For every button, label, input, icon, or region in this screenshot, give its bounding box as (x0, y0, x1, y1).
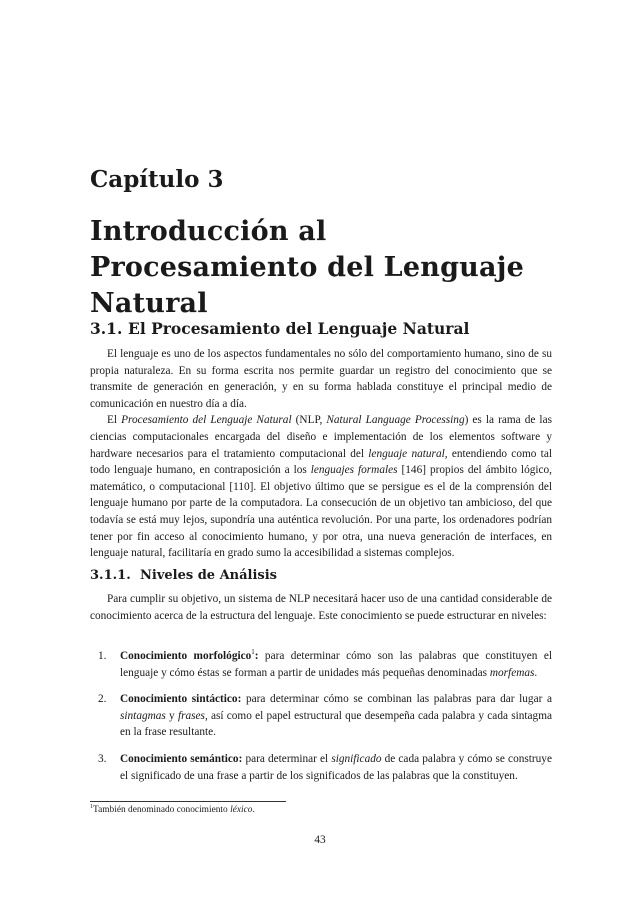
section-heading (90, 319, 469, 338)
section-title: El Procesamiento del Lenguaje Natural (128, 319, 470, 338)
list-item: 3. Conocimiento semántico: para determinar el significado de cada palabra y cómo se construye el significado de una frase a partir de los significados de las palabras que la constituyen. (98, 752, 552, 782)
chapter-title: Introducción al Procesamiento del Lenguaje Natural (90, 216, 525, 319)
section-body (90, 346, 552, 562)
paragraph-1: El lenguaje es uno de los aspectos fundamentales no sólo del comportamiento humano, sino de su propia naturaleza. En su forma escrita nos permite guardar un registro del conocimiento que se transmite de generación en generación, y en su forma hablada constituye el principal medio de comunicación en nuestro día a día. (90, 348, 552, 410)
subsection-title: Niveles de Análisis (140, 568, 278, 583)
list-item: 1. Conocimiento morfológico$^1$: para determinar cómo son las palabras que constituyen el lenguaje y cómo éstas se forman a partir de unidades más pequeñas denominadas morfemas. (98, 648, 552, 679)
subsection-intro: Para cumplir su objetivo, un sistema de NLP necesitará hacer uso de una cantidad considerable de conocimiento acerca de la estructura del lenguaje. Este conocimiento se puede estructurar en niveles: (90, 593, 552, 622)
paragraph-2: El Procesamiento del Lenguaje Natural (NLP, Natural Language Processing) es la rama de las ciencias computacionales encargada del diseño e implementación de los elementos software y hardware necesarios para el tratamiento computacional del lenguaje natural, entendiendo como tal todo lenguaje humano, en contraposición a los lenguajes formales [146] propios del ámbito lógico, matemático, o computacional [110]. El objetivo último que se persigue es el de la comprensión del lenguaje humano por parte de la computadora. La consecución de un objetivo tan ambicioso, del que todavía se está muy lejos, supondría una auténtica revolución. Por una parte, los ordenadores podrían tener por fin acceso al conocimiento humano, y por otra, una nueva generación de interfaces, en lenguaje natural, facilitaría en grado sumo la accesibilidad a sistemas complejos. (90, 414, 552, 560)
footnote-divider (90, 801, 286, 802)
section-number: 3.1. (90, 319, 123, 338)
footnote: $^1$También denominado conocimiento léxico. (90, 804, 255, 815)
analysis-levels-list (90, 648, 552, 794)
footnote-reference[interactable]: 1 (251, 648, 255, 656)
list-item: 2. Conocimiento sintáctico: para determinar cómo se combinan las palabras para dar lugar a sintagmas y frases, así como el papel estructural que desempeña cada palabra y cada sintagma en la frase resultante. (98, 693, 553, 739)
chapter-label: Capítulo 3 (90, 166, 224, 193)
page-number: 43 (314, 834, 326, 846)
subsection-heading (90, 568, 277, 583)
subsection-body (90, 591, 552, 624)
subsection-number: 3.1.1. (90, 568, 131, 583)
